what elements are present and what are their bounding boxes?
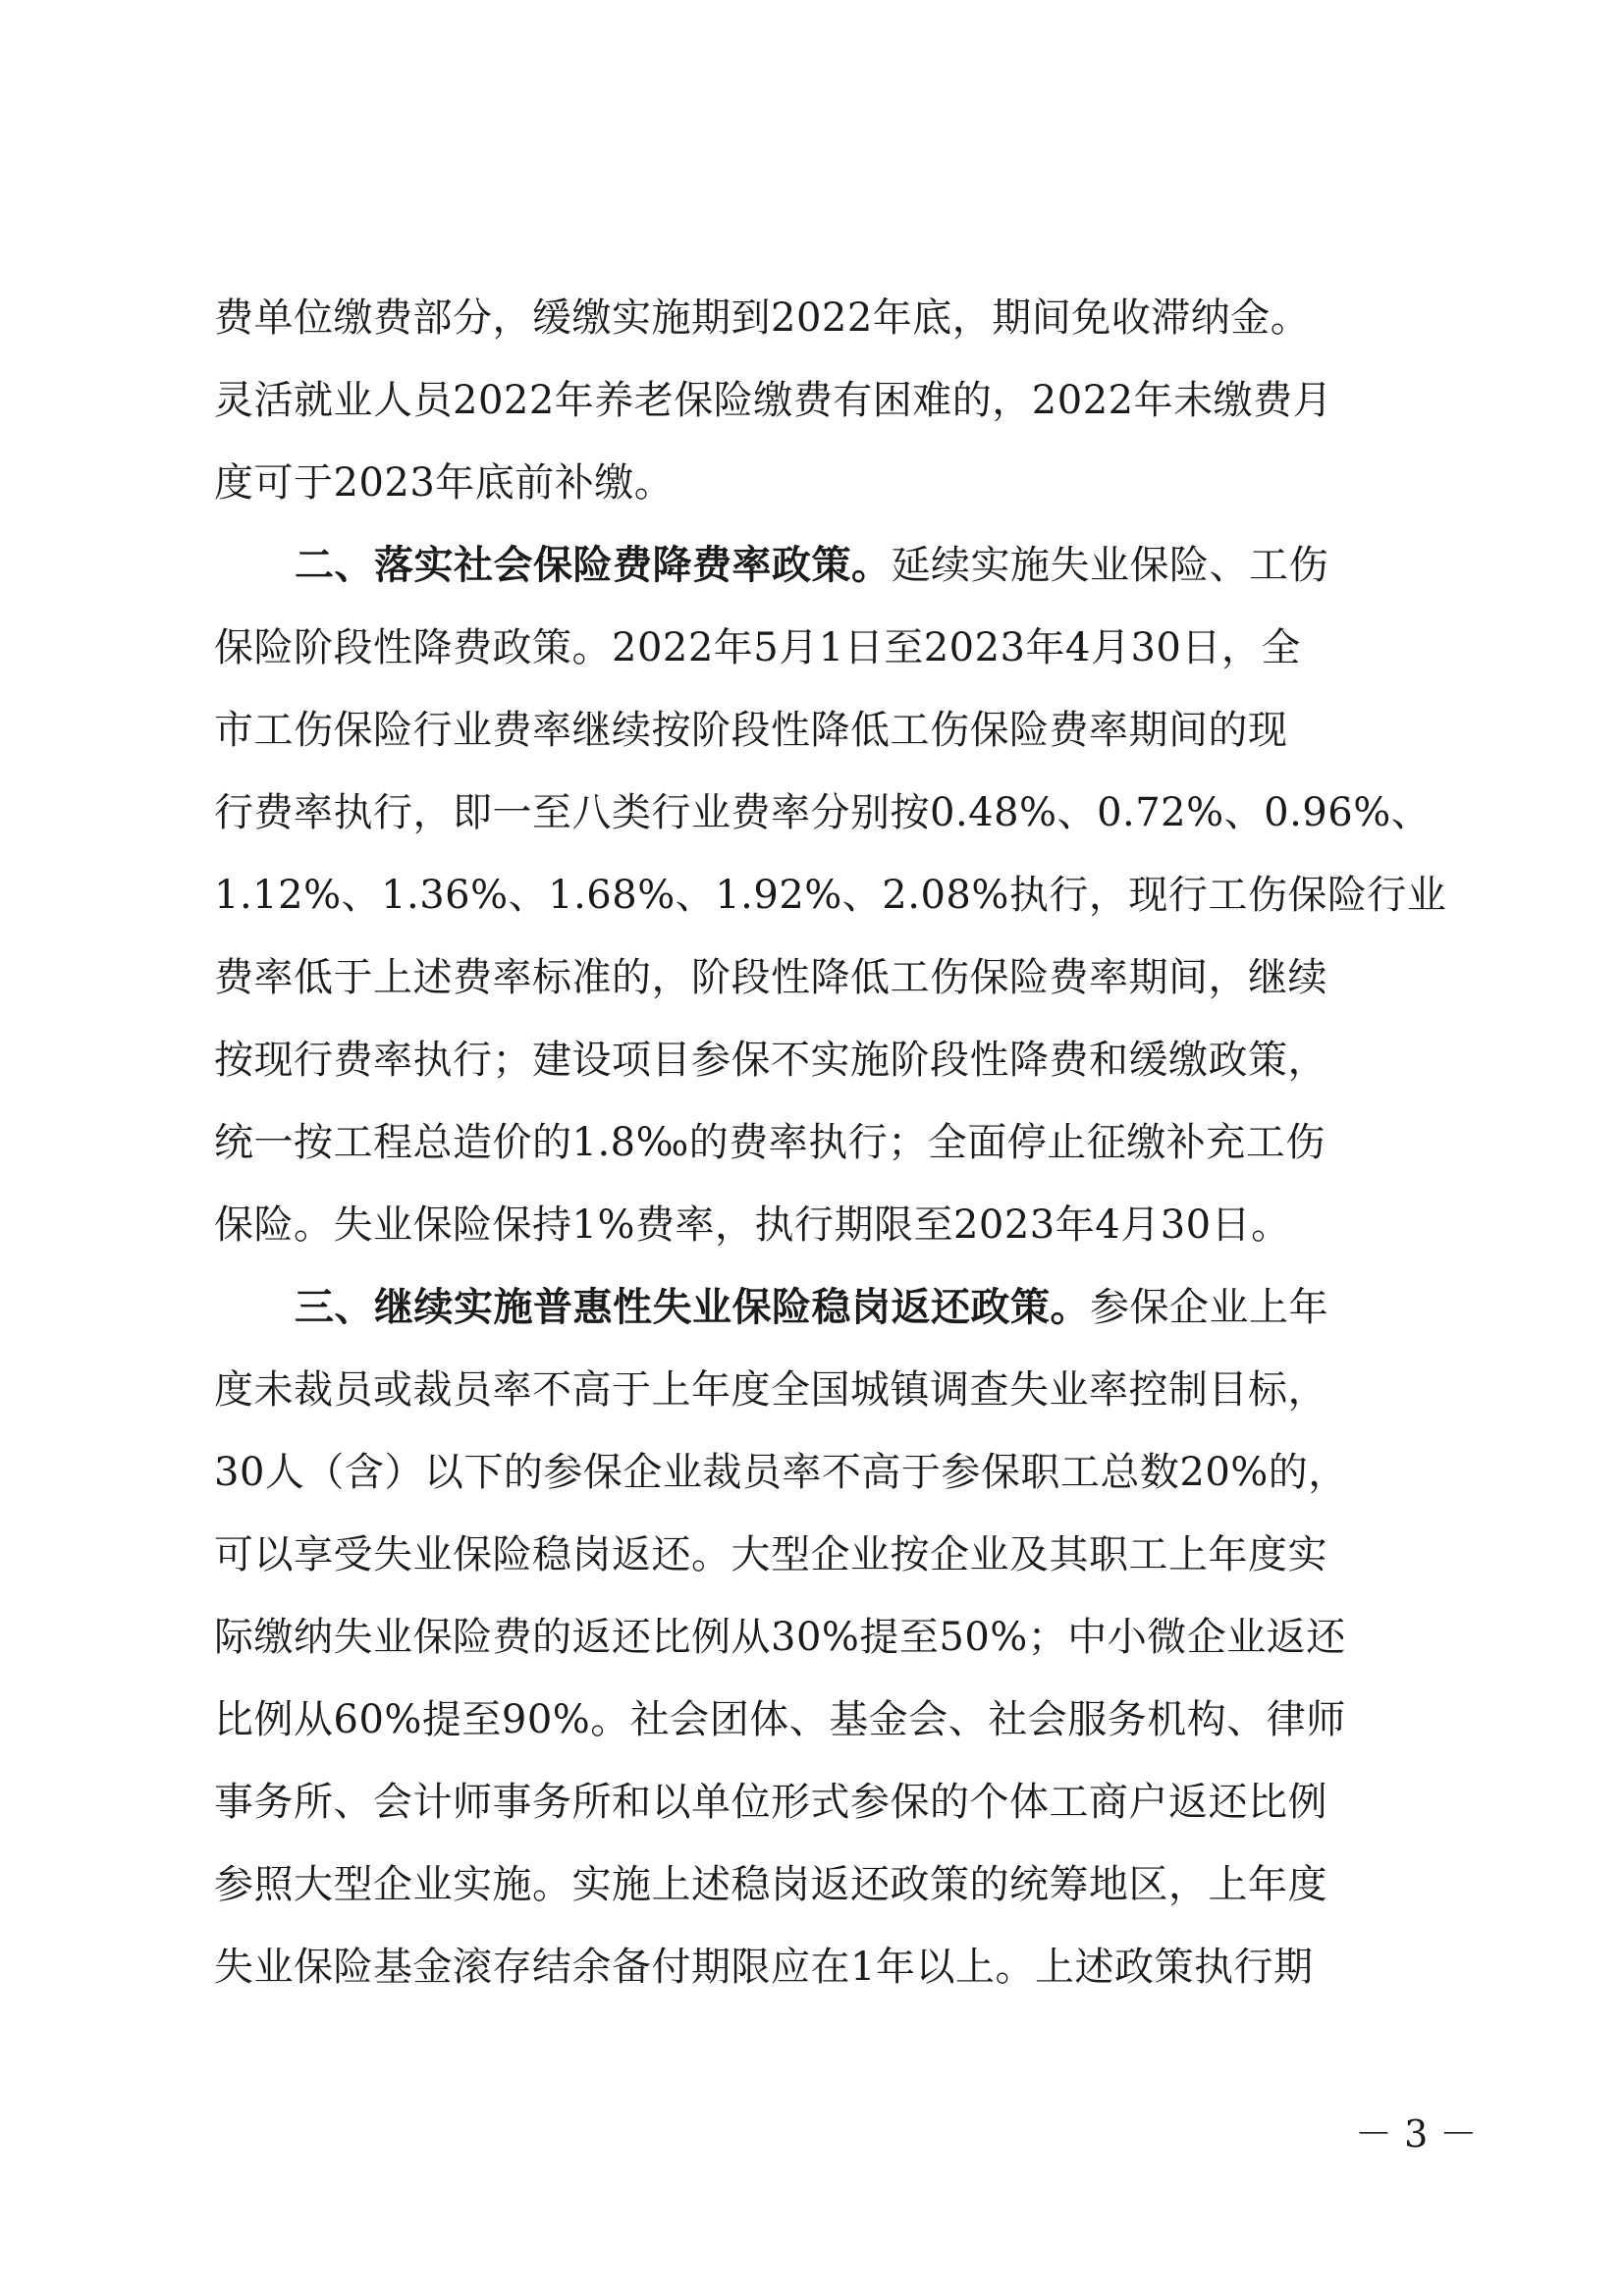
paragraph-line: 按现行费率执行；建设项目参保不实施阶段性降费和缓缴政策， — [214, 1038, 1327, 1083]
section-heading-two: 二、落实社会保险费降费率政策。 — [295, 543, 892, 588]
paragraph-line: 度未裁员或裁员率不高于上年度全国城镇调查失业率控制目标， — [214, 1367, 1327, 1413]
paragraph-line: 费率低于上述费率标准的，阶段性降低工伤保险费率期间，继续 — [214, 955, 1327, 1000]
section-three-text: 参保企业上年 — [1090, 1285, 1328, 1330]
paragraph-line: 1.12%、1.36%、1.68%、1.92%、2.08%执行，现行工伤保险行业 — [214, 873, 1447, 918]
paragraph-line: 灵活就业人员2022年养老保险缴费有困难的，2022年未缴费月 — [214, 378, 1333, 423]
paragraph-line: 可以享受失业保险稳岗返还。大型企业按企业及其职工上年度实 — [214, 1532, 1327, 1577]
paragraph-line: 费单位缴费部分，缓缴实施期到2022年底，期间免收滞纳金。 — [214, 295, 1311, 341]
paragraph-line: 保险阶段性降费政策。2022年5月1日至2023年4月30日，全 — [214, 625, 1301, 670]
paragraph-line: 统一按工程总造价的1.8‰的费率执行；全面停止征缴补充工伤 — [214, 1120, 1326, 1165]
paragraph-line: 参照大型企业实施。实施上述稳岗返还政策的统筹地区，上年度 — [214, 1862, 1327, 1907]
paragraph-line: 行费率执行，即一至八类行业费率分别按0.48%、0.72%、0.96%、 — [214, 790, 1432, 835]
section-three-first-line — [295, 1284, 1432, 1331]
page-number: － 3 － — [1355, 2112, 1478, 2156]
paragraph-line: 际缴纳失业保险费的返还比例从30%提至50%；中小微企业返还 — [214, 1615, 1346, 1660]
paragraph-line: 保险。失业保险保持1%费率，执行期限至2023年4月30日。 — [214, 1202, 1291, 1248]
paragraph-line: 事务所、会计师事务所和以单位形式参保的个体工商户返还比例 — [214, 1780, 1327, 1825]
section-heading-three: 三、继续实施普惠性失业保险稳岗返还政策。 — [295, 1285, 1090, 1330]
paragraph-line: 度可于2023年底前补缴。 — [214, 460, 675, 506]
section-two-text: 延续实施失业保险、工伤 — [891, 543, 1328, 588]
paragraph-line: 失业保险基金滚存结余备付期限应在1年以上。上述政策执行期 — [214, 1945, 1314, 1990]
paragraph-line: 比例从60%提至90%。社会团体、基金会、社会服务机构、律师 — [214, 1697, 1346, 1742]
paragraph-line: 市工伤保险行业费率继续按阶段性降低工伤保险费率期间的现 — [214, 708, 1288, 753]
paragraph-line: 30人（含）以下的参保企业裁员率不高于参保职工总数20%的， — [214, 1450, 1348, 1495]
section-two-first-line — [295, 542, 1432, 589]
